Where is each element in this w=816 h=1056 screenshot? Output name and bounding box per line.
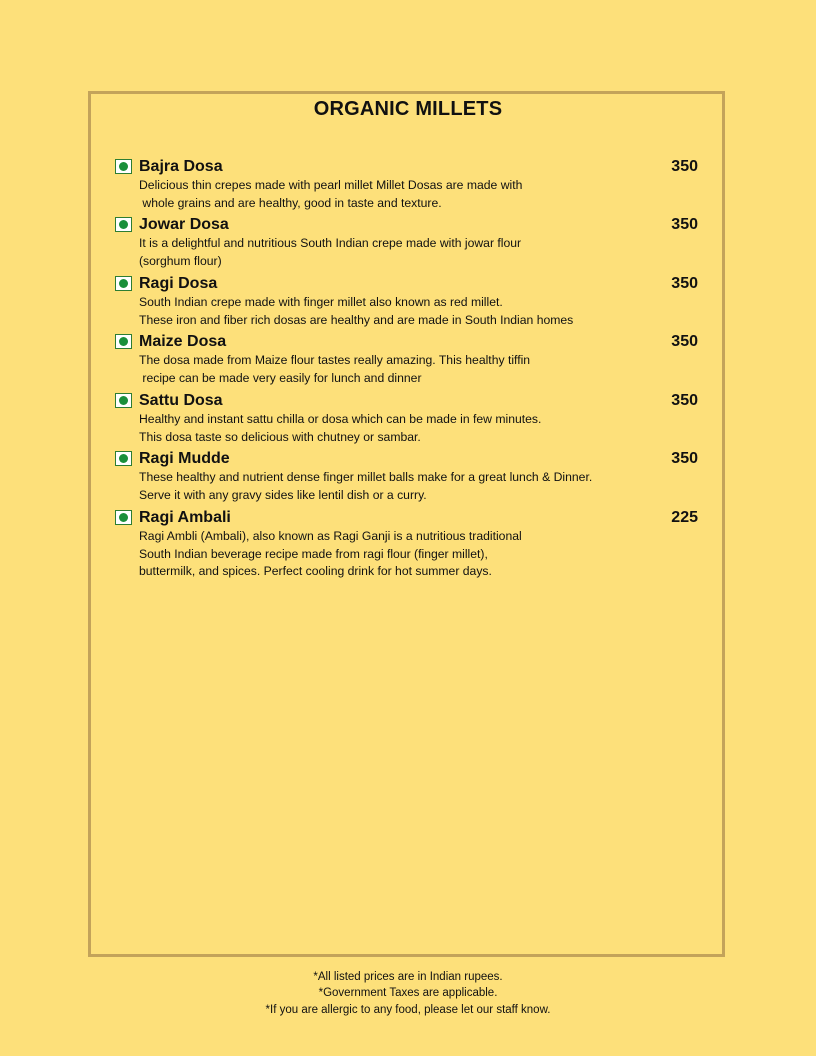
- item-name: Maize Dosa: [139, 333, 227, 350]
- item-description: These healthy and nutrient dense finger millet balls make for a great lunch & Dinner. Serve it with any gravy sides like lentil dish or a curry.: [139, 470, 593, 502]
- item-description: Healthy and instant sattu chilla or dosa which can be made in few minutes. This dosa taste so delicious with chutney or sambar.: [139, 412, 542, 444]
- veg-indicator-icon: [115, 393, 132, 408]
- item-description: South Indian crepe made with finger millet also known as red millet. These iron and fiber rich dosas are healthy and are made in South Indian homes: [139, 295, 574, 327]
- item-description: Ragi Ambli (Ambali), also known as Ragi Ganji is a nutritious traditional South Indian beverage recipe made from ragi flour (finger millet), buttermilk, and spices. Perfect cooling drink for hot summer days.: [139, 529, 522, 578]
- item-price: 350: [671, 450, 698, 467]
- item-name: Ragi Mudde: [139, 450, 230, 467]
- item-price: 350: [671, 275, 698, 292]
- veg-indicator-icon: [115, 334, 132, 349]
- veg-indicator-icon: [115, 510, 132, 525]
- veg-indicator-icon: [115, 159, 132, 174]
- item-name: Sattu Dosa: [139, 392, 223, 409]
- item-price: 350: [671, 392, 698, 409]
- footer-tax-note: *Government Taxes are applicable.: [318, 987, 498, 1000]
- item-name: Ragi Ambali: [139, 509, 231, 526]
- footer-price-note: *All listed prices are in Indian rupees.: [313, 971, 503, 983]
- item-price: 350: [671, 216, 698, 233]
- item-name: Ragi Dosa: [139, 275, 218, 292]
- item-description: Delicious thin crepes made with pearl millet Millet Dosas are made with whole grains and are healthy, good in taste and texture.: [139, 178, 523, 210]
- item-description: It is a delightful and nutritious South Indian crepe made with jowar flour (sorghum flour): [139, 236, 522, 268]
- item-description: The dosa made from Maize flour tastes really amazing. This healthy tiffin recipe can be made very easily for lunch and dinner: [139, 353, 531, 385]
- item-price: 225: [671, 509, 698, 526]
- item-price: 350: [671, 158, 698, 175]
- footer-allergy-note: *If you are allergic to any food, please let our staff know.: [265, 1003, 551, 1016]
- item-price: 350: [671, 333, 698, 350]
- menu-title: ORGANIC MILLETS: [313, 98, 503, 120]
- veg-indicator-icon: [115, 276, 132, 291]
- veg-indicator-icon: [115, 451, 132, 466]
- veg-indicator-icon: [115, 217, 132, 232]
- item-name: Jowar Dosa: [139, 216, 229, 233]
- footer-notes: [0, 969, 816, 1018]
- item-name: Bajra Dosa: [139, 158, 223, 175]
